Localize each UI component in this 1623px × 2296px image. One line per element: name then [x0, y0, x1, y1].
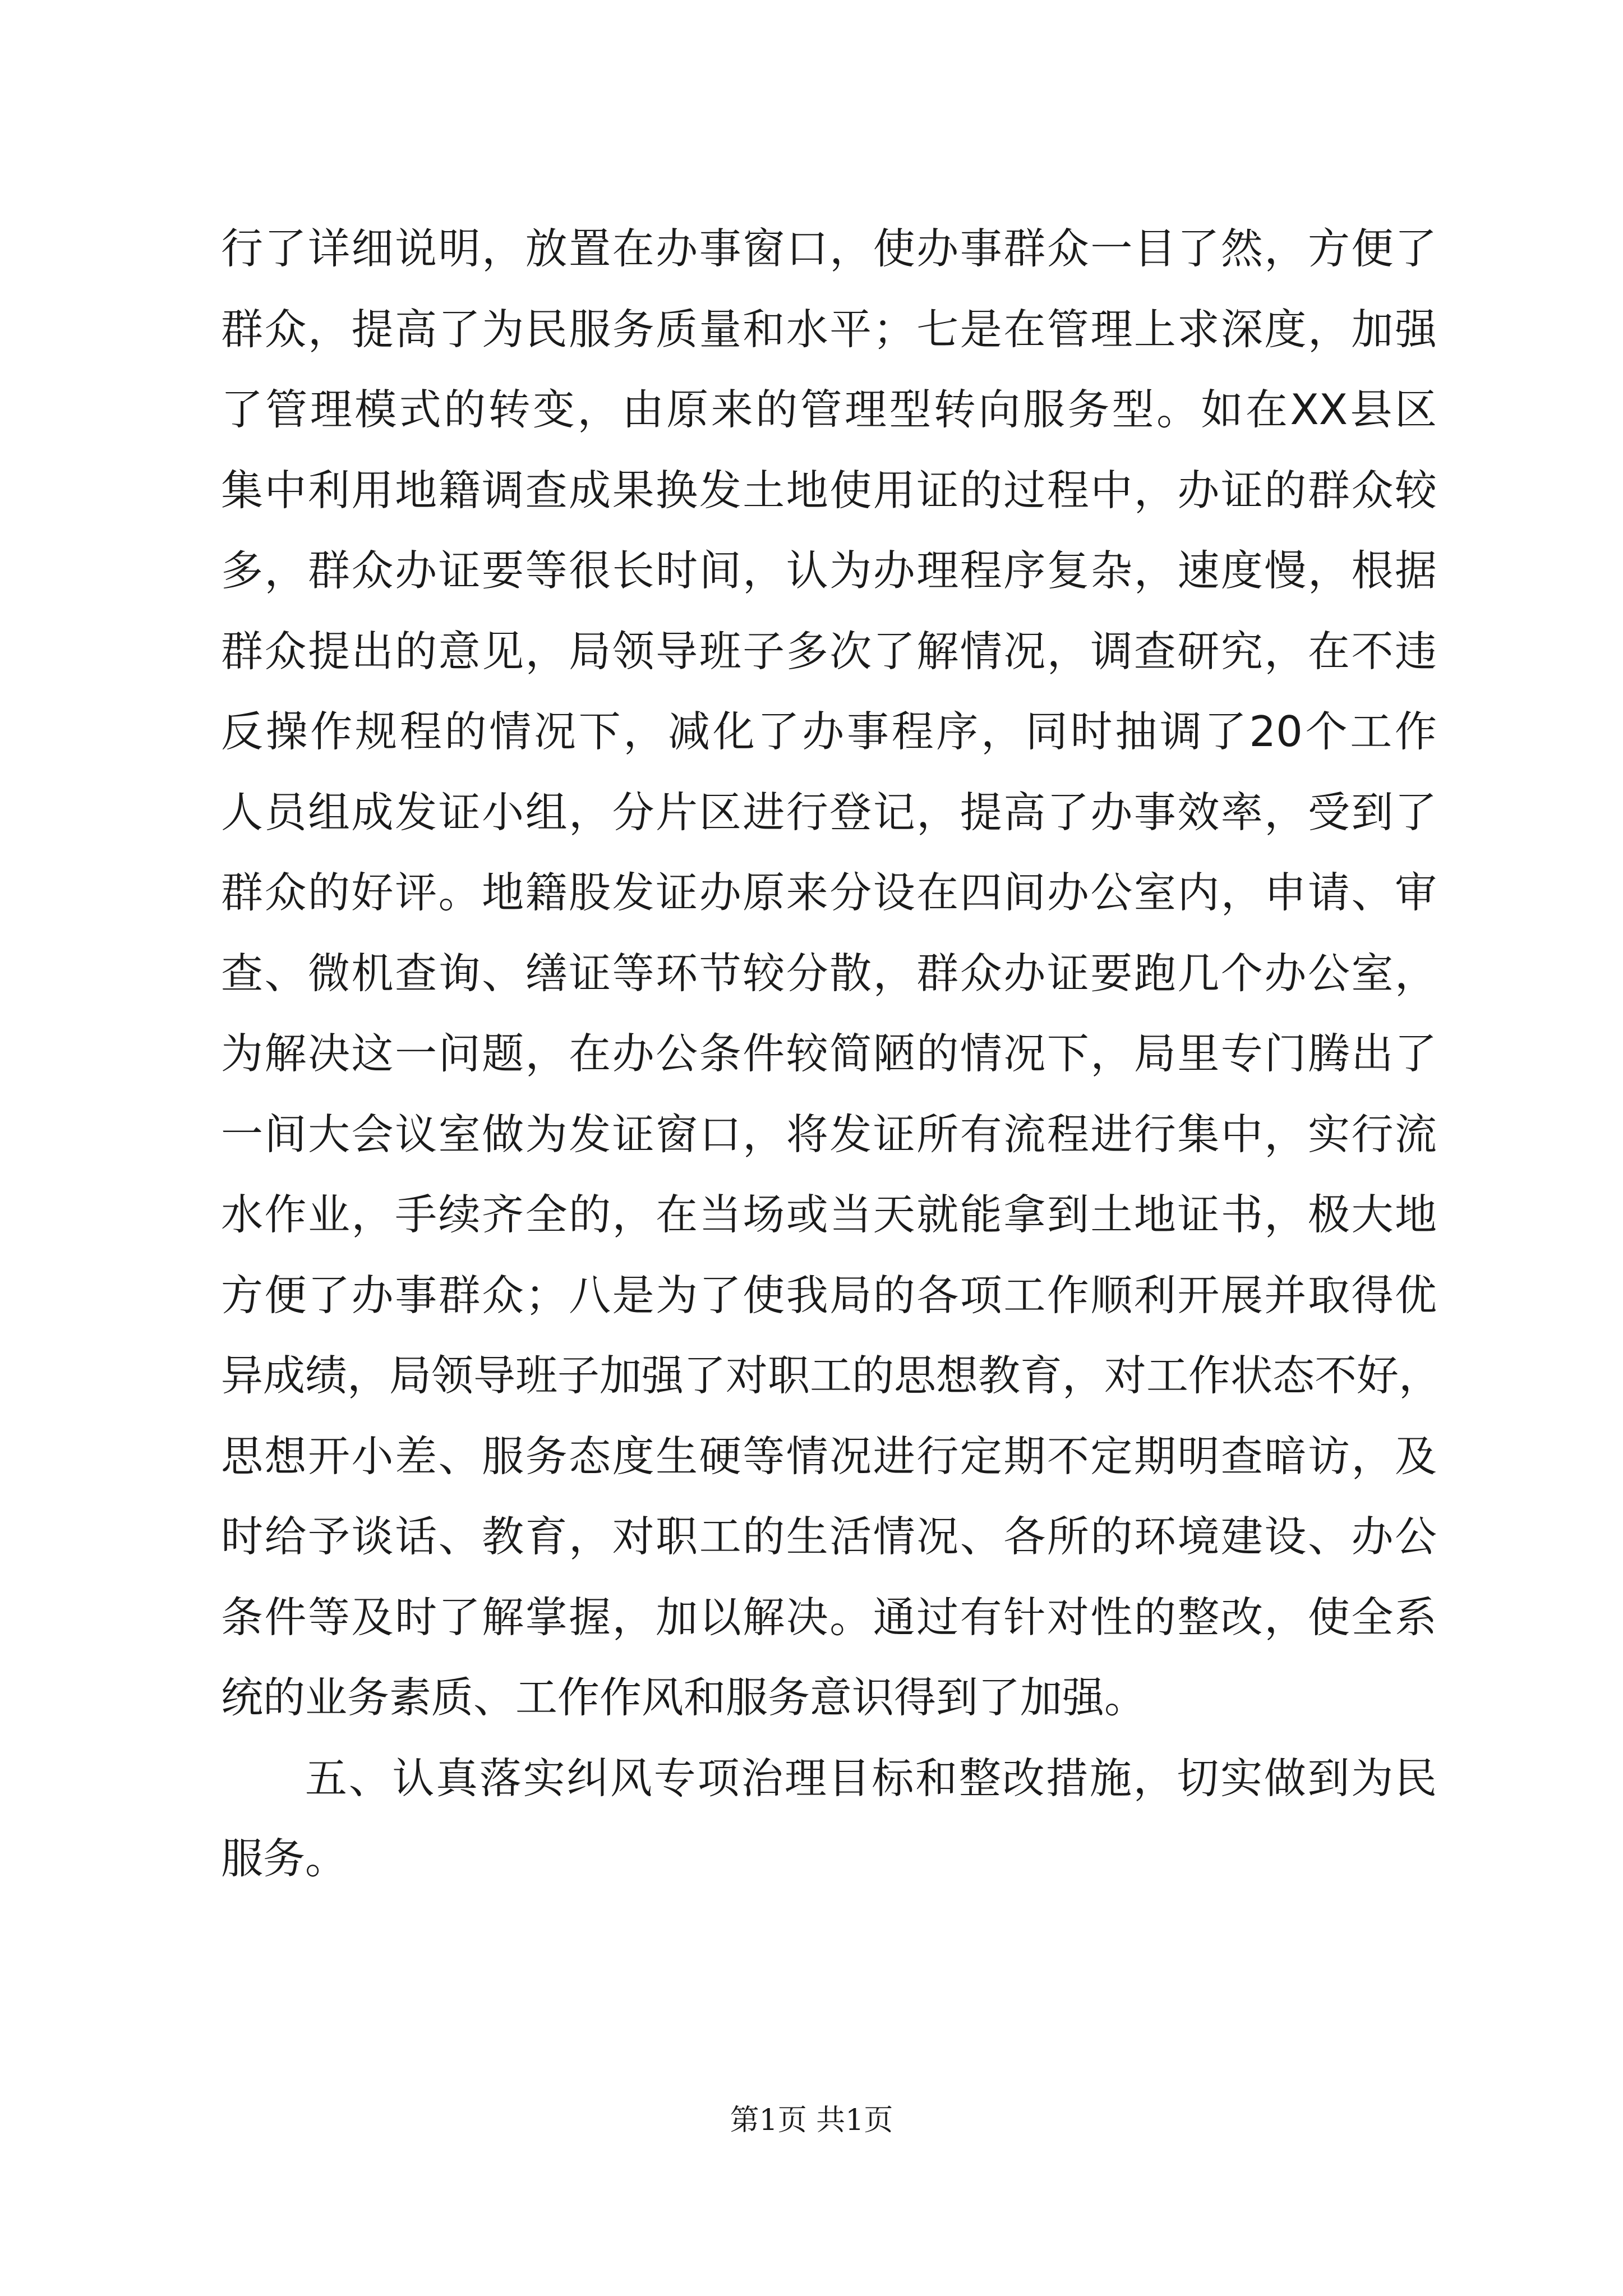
text-line: 水作业，手续齐全的，在当场或当天就能拿到土地证书，极大地 [221, 1190, 1437, 1239]
page-number-label: 第1页 共1页 [730, 2104, 893, 2137]
text-line: 集中利用地籍调查成果换发土地使用证的过程中，办证的群众较 [221, 465, 1437, 515]
text-line: 多，群众办证要等很长时间，认为办理程序复杂，速度慢，根据 [221, 546, 1437, 595]
text-line: 群众提出的意见，局领导班子多次了解情况，调查研究，在不违 [221, 626, 1437, 676]
text-line: 统的业务素质、工作作风和服务意识得到了加强。 [221, 1673, 1147, 1722]
text-line: 异成绩，局领导班子加强了对职工的思想教育，对工作状态不好， [221, 1351, 1441, 1400]
text-line: 了管理模式的转变，由原来的管理型转向服务型。如在XX县区 [221, 385, 1437, 434]
text-line: 思想开小差、服务态度生硬等情况进行定期不定期明查暗访，及 [221, 1431, 1437, 1481]
text-line: 群众，提高了为民服务质量和水平；七是在管理上求深度，加强 [221, 304, 1437, 354]
text-line: 方便了办事群众；八是为了使我局的各项工作顺利开展并取得优 [221, 1270, 1437, 1320]
text-line: 查、微机查询、缮证等环节较分散，群众办证要跑几个办公室， [221, 948, 1437, 998]
text-line: 人员组成发证小组，分片区进行登记，提高了办事效率，受到了 [221, 787, 1437, 837]
body-text [221, 209, 1441, 1899]
section-heading-line: 五、认真落实纠风专项治理目标和整改措施，切实做到为民 [305, 1753, 1437, 1803]
page-footer [0, 2101, 1623, 2140]
text-line: 行了详细说明，放置在办事窗口，使办事群众一目了然，方便了 [221, 224, 1437, 273]
text-line: 反操作规程的情况下，减化了办事程序，同时抽调了20个工作 [221, 707, 1437, 756]
text-line: 为解决这一问题，在办公条件较简陋的情况下，局里专门腾出了 [221, 1029, 1437, 1078]
text-line: 群众的好评。地籍股发证办原来分设在四间办公室内，申请、审 [221, 868, 1437, 917]
text-line: 条件等及时了解掌握，加以解决。通过有针对性的整改，使全系 [221, 1592, 1437, 1642]
text-line: 一间大会议室做为发证窗口，将发证所有流程进行集中，实行流 [221, 1109, 1437, 1159]
text-line: 时给予谈话、教育，对职工的生活情况、各所的环境建设、办公 [221, 1512, 1437, 1561]
text-line: 服务。 [221, 1834, 348, 1883]
